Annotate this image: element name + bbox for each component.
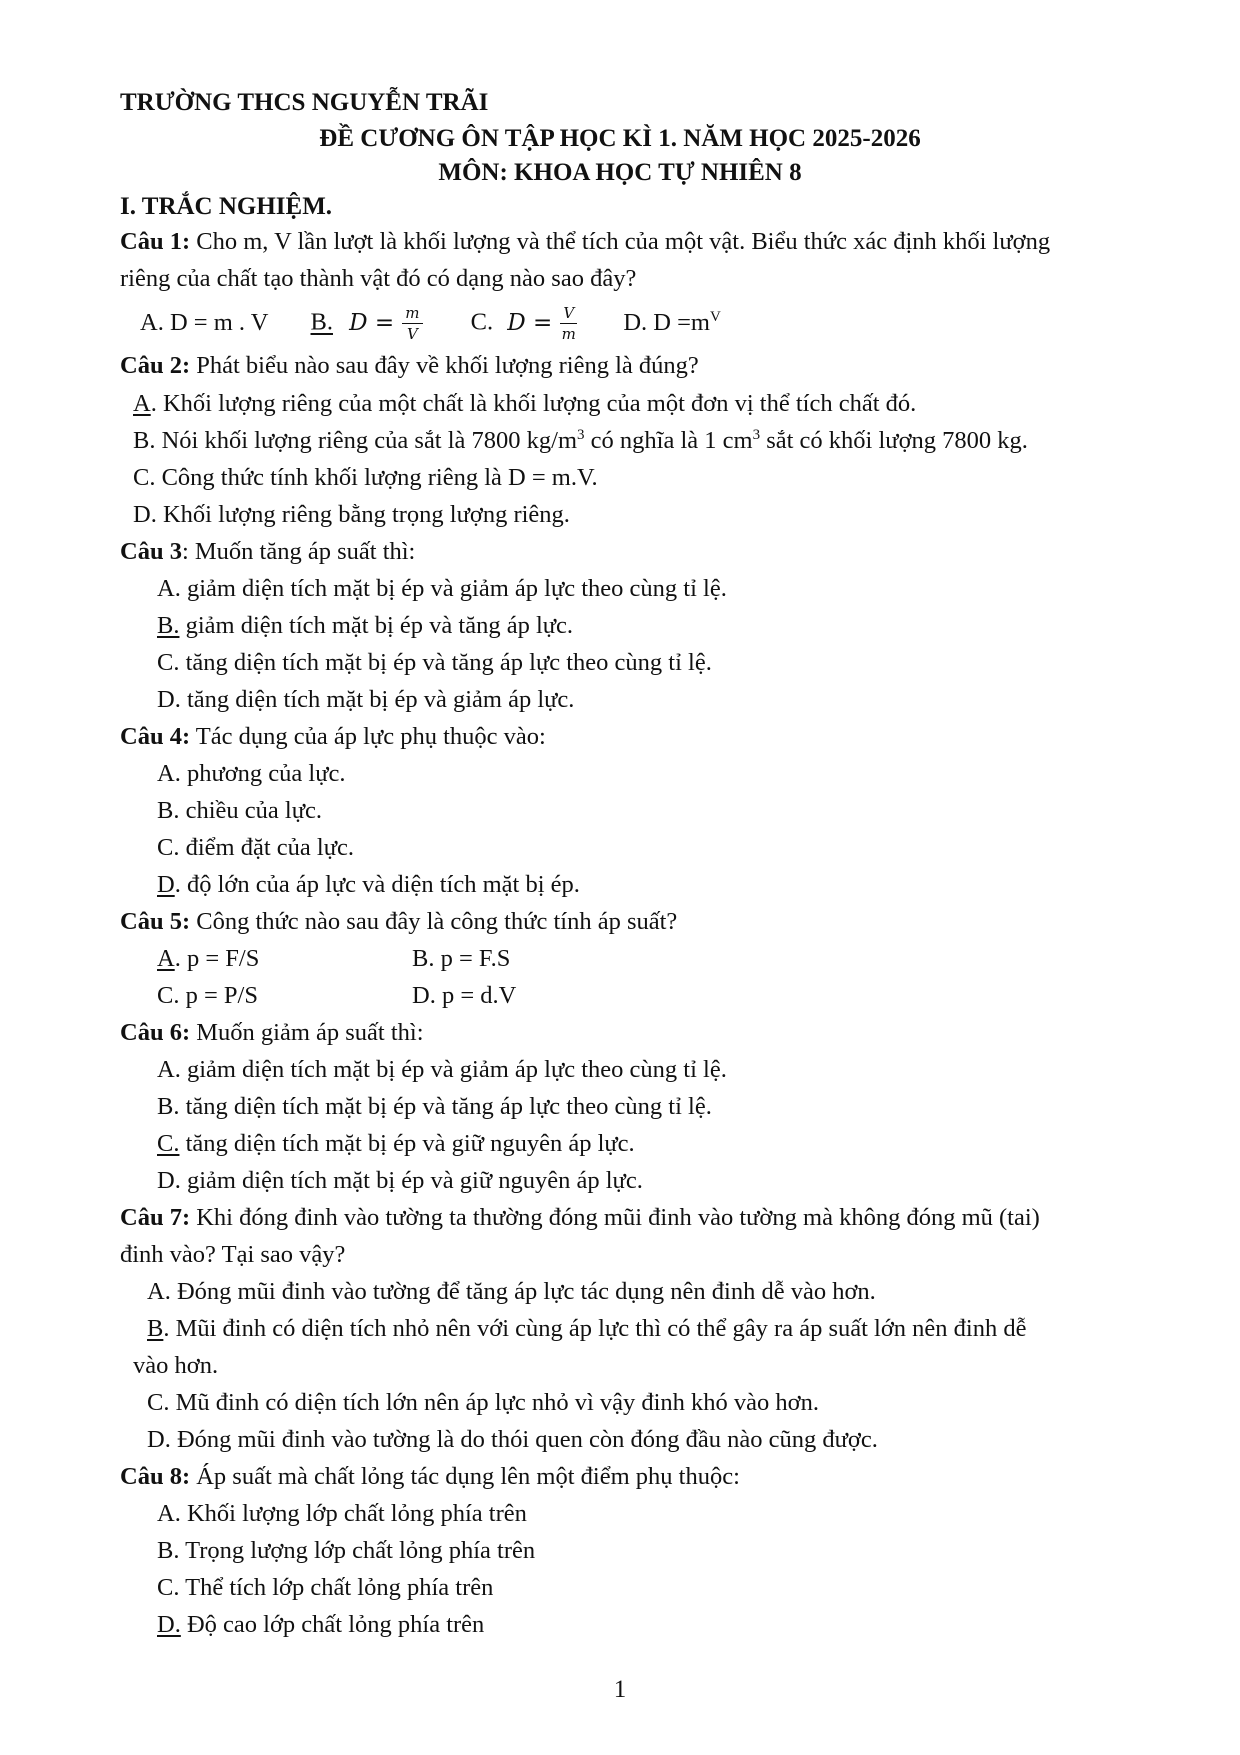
question-7-label: Câu 7: bbox=[120, 1204, 191, 1231]
q7-option-d: D. Đóng mũi đinh vào tường là do thói quen còn đóng đầu nào cũng được. bbox=[147, 1426, 878, 1453]
question-4 bbox=[120, 722, 546, 752]
question-2-label: Câu 2: bbox=[120, 352, 191, 379]
q1-option-c-letter: C. bbox=[470, 308, 494, 336]
question-1-label: Câu 1: bbox=[120, 228, 191, 255]
q6-option-a: A. giảm diện tích mặt bị ép và giảm áp lực theo cùng tỉ lệ. bbox=[157, 1056, 727, 1083]
q1-option-c-numerator: V bbox=[560, 306, 577, 324]
q3-option-b bbox=[157, 611, 573, 641]
q4-option-d-letter: D bbox=[157, 871, 175, 898]
question-3-label: Câu 3 bbox=[120, 538, 182, 565]
q2-option-b-sup2: 3 bbox=[752, 427, 761, 443]
question-7-text: Khi đóng đinh vào tường ta thường đóng mũi đinh vào tường mà không đóng mũ (tai) bbox=[190, 1204, 1040, 1231]
question-7 bbox=[120, 1203, 1040, 1233]
q2-option-b-part3: sắt có khối lượng 7800 kg. bbox=[760, 427, 1028, 454]
document-title: ĐỀ CƯƠNG ÔN TẬP HỌC KÌ 1. NĂM HỌC 2025-2026 bbox=[319, 125, 921, 152]
q5-option-a-letter: A bbox=[157, 945, 175, 972]
q7-option-b-letter: B bbox=[147, 1315, 164, 1342]
question-1-text: Cho m, V lần lượt là khối lượng và thể tích của một vật. Biểu thức xác định khối lượng bbox=[190, 228, 1051, 255]
q6-option-c-text: tăng diện tích mặt bị ép và giữ nguyên áp lực. bbox=[179, 1130, 635, 1157]
question-1 bbox=[120, 227, 1050, 257]
q4-option-c: C. điểm đặt của lực. bbox=[157, 834, 354, 861]
q2-option-b-part1: B. Nói khối lượng riêng của sắt là 7800 kg/m bbox=[133, 427, 578, 454]
q7-option-a: A. Đóng mũi đinh vào tường để tăng áp lực tác dụng nên đinh dễ vào hơn. bbox=[147, 1278, 876, 1305]
q8-option-c: C. Thể tích lớp chất lỏng phía trên bbox=[157, 1574, 494, 1601]
q1-option-b-lhs: D = bbox=[349, 309, 395, 336]
question-8 bbox=[120, 1462, 740, 1492]
q2-option-c: C. Công thức tính khối lượng riêng là D = m.V. bbox=[133, 464, 598, 491]
q8-option-a: A. Khối lượng lớp chất lỏng phía trên bbox=[157, 1500, 527, 1527]
q1-option-b-letter: B. bbox=[310, 308, 333, 336]
q3-option-b-letter: B. bbox=[157, 612, 180, 639]
school-name: TRƯỜNG THCS NGUYỄN TRÃI bbox=[120, 89, 489, 116]
question-3 bbox=[120, 537, 415, 567]
subject-title: MÔN: KHOA HỌC TỰ NHIÊN 8 bbox=[438, 159, 802, 186]
question-2 bbox=[120, 351, 699, 381]
q1-option-b-denominator: V bbox=[406, 325, 418, 343]
question-4-text: Tác dụng của áp lực phụ thuộc vào: bbox=[190, 723, 546, 750]
q5-option-d: D. p = d.V bbox=[412, 982, 517, 1009]
q6-option-c bbox=[157, 1129, 635, 1159]
q4-option-b: B. chiều của lực. bbox=[157, 797, 322, 824]
q1-option-a: A. D = m . V bbox=[140, 308, 269, 336]
q6-option-d: D. giảm diện tích mặt bị ép và giữ nguyên áp lực. bbox=[157, 1167, 643, 1194]
question-6-text: Muốn giảm áp suất thì: bbox=[190, 1019, 424, 1046]
question-8-label: Câu 8: bbox=[120, 1463, 191, 1490]
q2-option-a-text: . Khối lượng riêng của một chất là khối lượng của một đơn vị thể tích chất đó. bbox=[150, 390, 917, 417]
q1-option-c-denominator: m bbox=[561, 325, 576, 343]
q5-option-c: C. p = P/S bbox=[157, 982, 258, 1009]
question-3-text: : Muốn tăng áp suất thì: bbox=[181, 538, 416, 565]
question-4-label: Câu 4: bbox=[120, 723, 191, 750]
q1-option-b bbox=[311, 306, 425, 342]
q3-option-d: D. tăng diện tích mặt bị ép và giảm áp lực. bbox=[157, 686, 575, 713]
q6-option-c-letter: C. bbox=[157, 1130, 180, 1157]
q1-option-b-numerator: m bbox=[402, 306, 422, 324]
q1-option-c-lhs: D = bbox=[507, 309, 553, 336]
q1-option-d-superscript: V bbox=[709, 308, 721, 325]
q4-option-d-text: . độ lớn của áp lực và diện tích mặt bị ép. bbox=[174, 871, 580, 898]
q8-option-d-letter: D. bbox=[157, 1611, 181, 1638]
q1-option-d bbox=[623, 308, 720, 338]
question-5-label: Câu 5: bbox=[120, 908, 191, 935]
q2-option-b-sup1: 3 bbox=[577, 427, 585, 443]
question-1-text-line2: riêng của chất tạo thành vật đó có dạng nào sao đây? bbox=[120, 265, 637, 292]
q3-option-a: A. giảm diện tích mặt bị ép và giảm áp lực theo cùng tỉ lệ. bbox=[157, 575, 727, 602]
question-6 bbox=[120, 1018, 424, 1048]
q2-option-b bbox=[133, 426, 1028, 456]
section-heading: I. TRẮC NGHIỆM. bbox=[120, 193, 333, 220]
q5-option-a-text: . p = F/S bbox=[174, 945, 260, 972]
q2-option-a-letter: A bbox=[133, 390, 151, 417]
q2-option-b-part2: có nghĩa là 1 cm bbox=[584, 427, 753, 454]
q3-option-c: C. tăng diện tích mặt bị ép và tăng áp lực theo cùng tỉ lệ. bbox=[157, 649, 712, 676]
question-8-text: Áp suất mà chất lỏng tác dụng lên một điểm phụ thuộc: bbox=[190, 1463, 740, 1490]
q6-option-b: B. tăng diện tích mặt bị ép và tăng áp lực theo cùng tỉ lệ. bbox=[157, 1093, 712, 1120]
q8-option-d bbox=[157, 1610, 484, 1640]
q1-option-d-text: D. D =m bbox=[623, 308, 710, 336]
q4-option-d bbox=[157, 870, 580, 900]
q7-option-b bbox=[147, 1314, 1027, 1344]
question-5 bbox=[120, 907, 677, 937]
q8-option-d-text: Độ cao lớp chất lỏng phía trên bbox=[180, 1611, 485, 1638]
page-number: 1 bbox=[613, 1676, 627, 1703]
q2-option-d: D. Khối lượng riêng bằng trọng lượng riêng. bbox=[133, 501, 570, 528]
question-2-text: Phát biểu nào sau đây về khối lượng riêng là đúng? bbox=[190, 352, 699, 379]
question-1-options bbox=[140, 306, 721, 342]
question-6-label: Câu 6: bbox=[120, 1019, 191, 1046]
q5-option-b: B. p = F.S bbox=[412, 945, 511, 972]
q1-option-c bbox=[471, 306, 580, 342]
question-7-text-line2: đinh vào? Tại sao vậy? bbox=[120, 1241, 346, 1268]
q7-option-b-text: . Mũi đinh có diện tích nhỏ nên với cùng áp lực thì có thể gây ra áp suất lớn nên đinh dễ bbox=[163, 1315, 1027, 1342]
q5-option-a bbox=[157, 944, 259, 974]
q1-option-c-fraction bbox=[560, 306, 577, 342]
q3-option-b-text: giảm diện tích mặt bị ép và tăng áp lực. bbox=[179, 612, 574, 639]
q2-option-a bbox=[133, 389, 916, 419]
q1-option-b-fraction bbox=[402, 306, 422, 342]
q4-option-a: A. phương của lực. bbox=[157, 760, 346, 787]
q8-option-b: B. Trọng lượng lớp chất lỏng phía trên bbox=[157, 1537, 536, 1564]
q7-option-b-line2: vào hơn. bbox=[133, 1352, 219, 1379]
q7-option-c: C. Mũ đinh có diện tích lớn nên áp lực nhỏ vì vậy đinh khó vào hơn. bbox=[147, 1389, 820, 1416]
question-5-text: Công thức nào sau đây là công thức tính áp suất? bbox=[190, 908, 678, 935]
